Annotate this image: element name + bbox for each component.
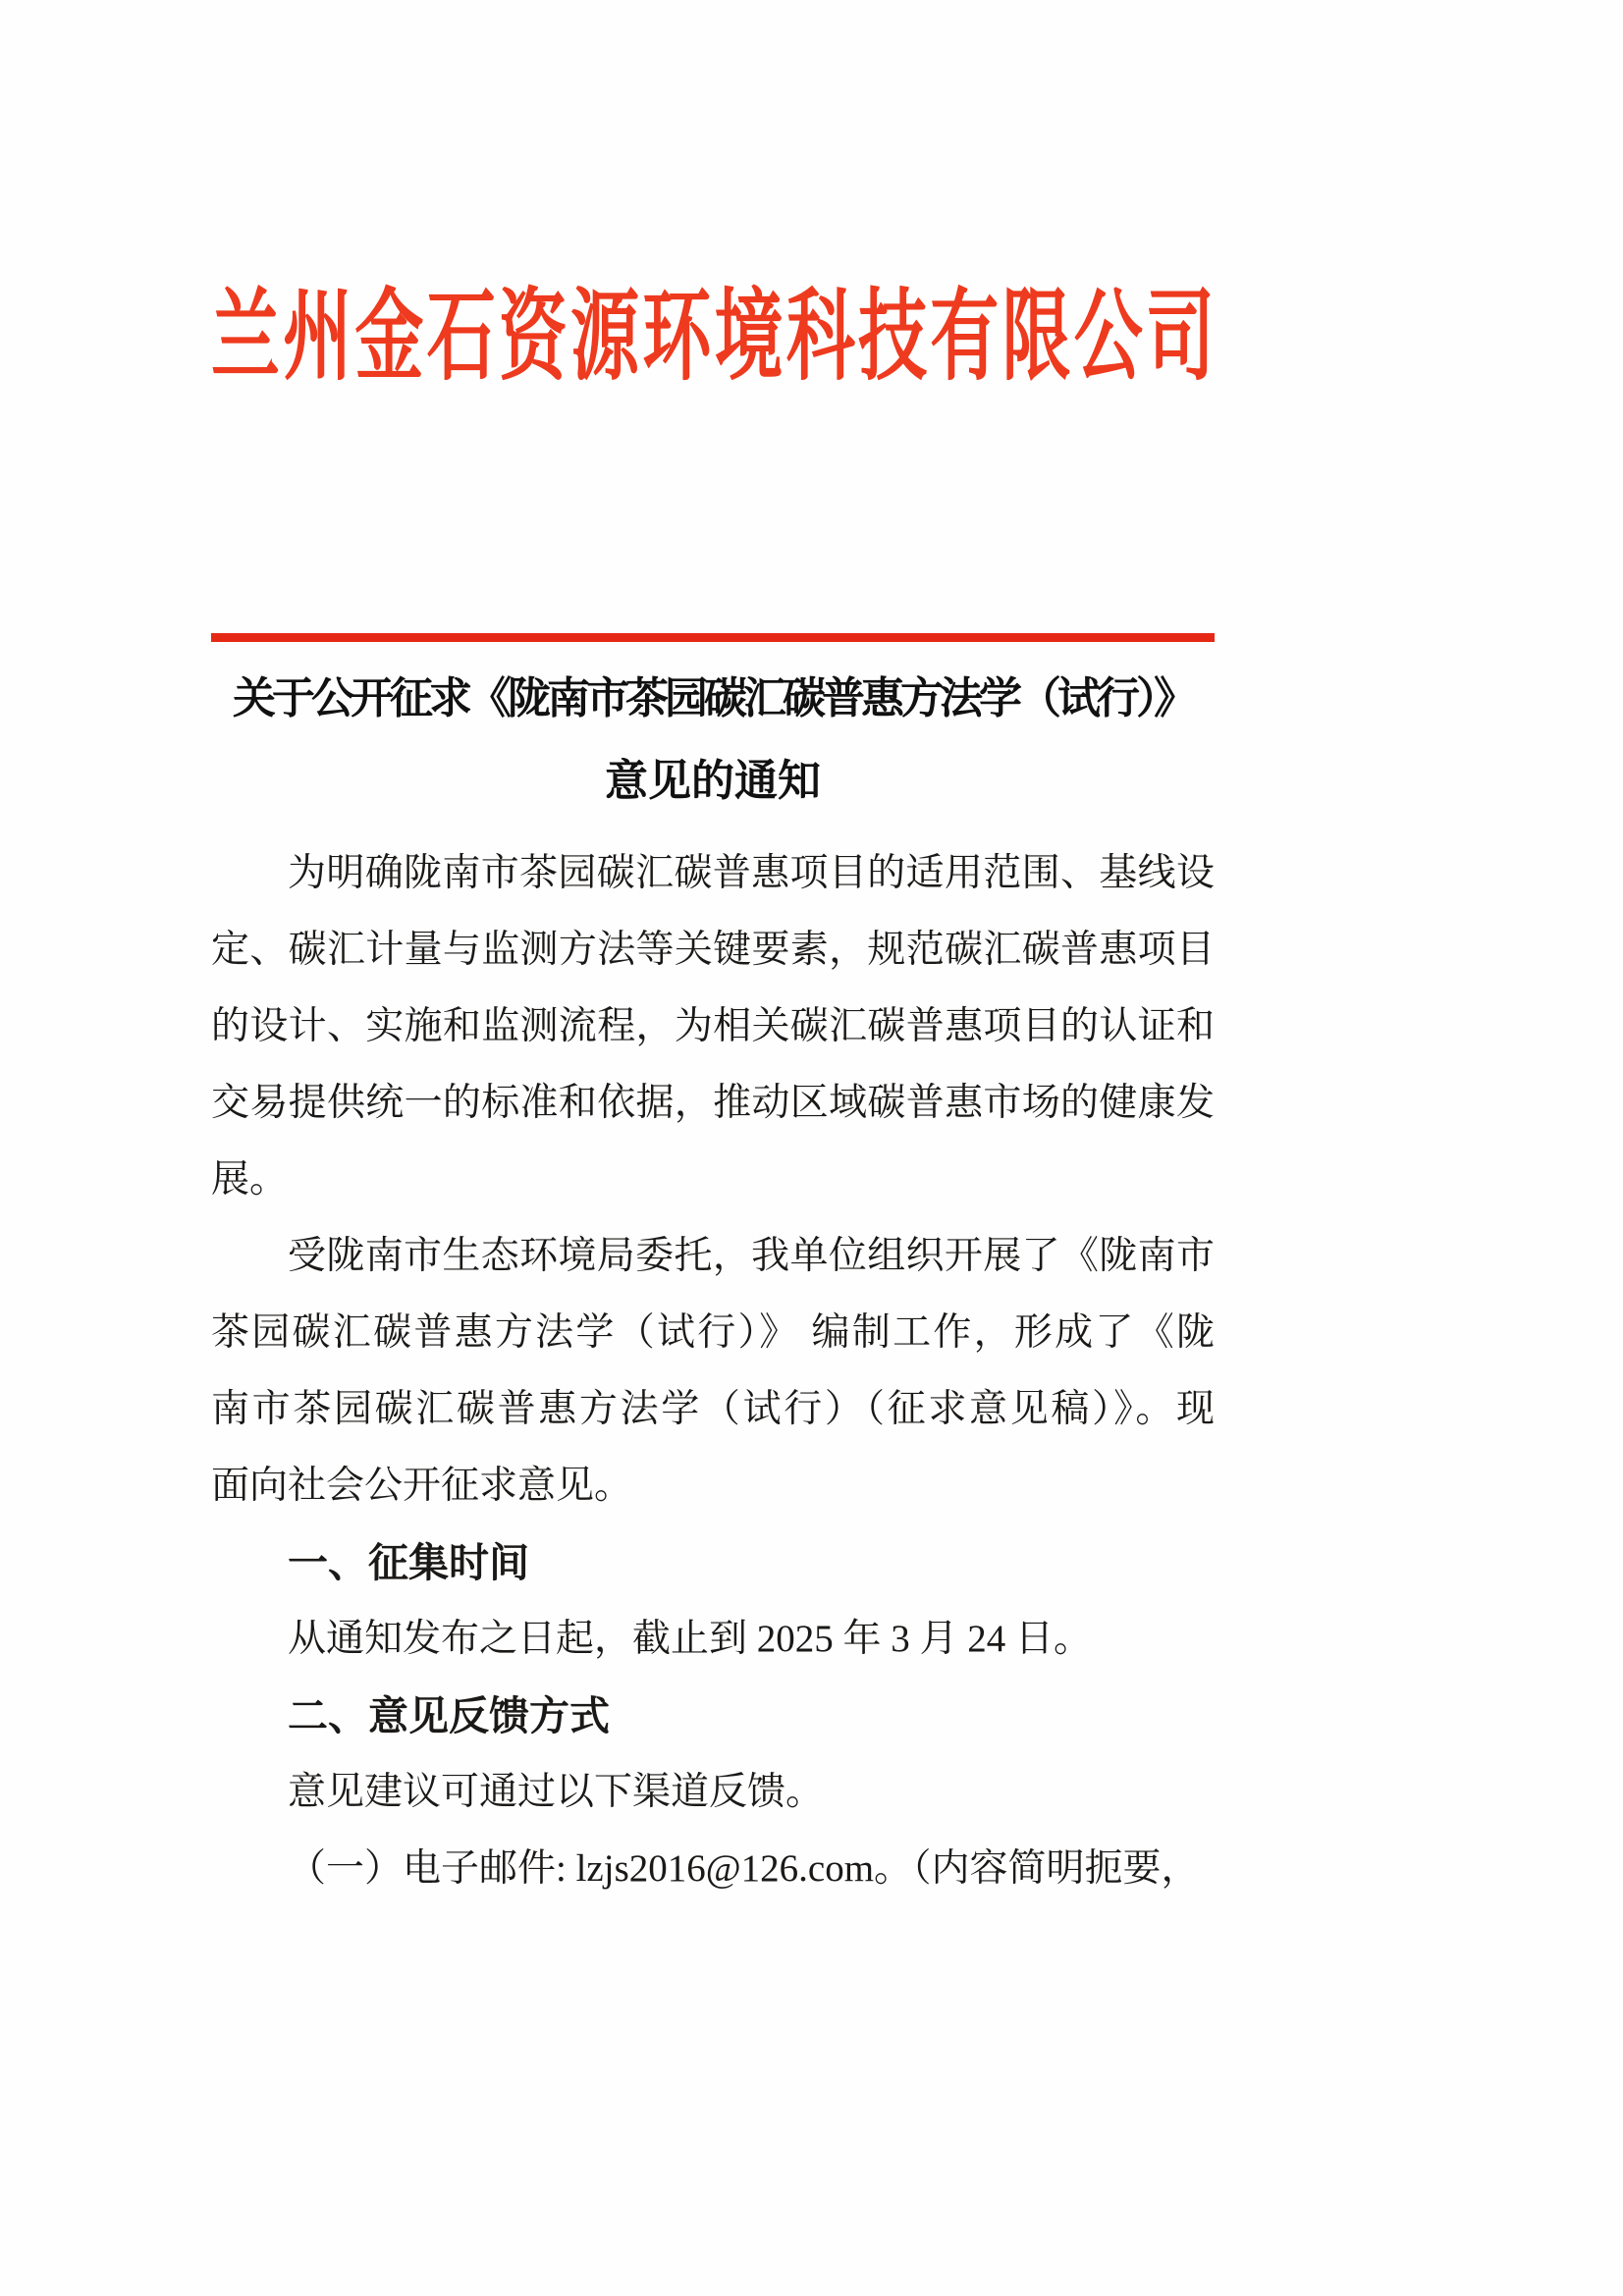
body-line: 交易提供统一的标准和依据，推动区域碳普惠市场的健康发 — [211, 1082, 1215, 1124]
body-line: 南市茶园碳汇碳普惠方法学（试行）（征求意见稿）》。现 — [211, 1388, 1215, 1430]
body-line: 茶园碳汇碳普惠方法学（试行）》 编制工作，形成了《陇 — [211, 1311, 1215, 1354]
body-line: （一）电子邮件: lzjs2016@126.com。（内容简明扼要， — [288, 1847, 1200, 1890]
section-heading-line: 二、意见反馈方式 — [288, 1693, 610, 1738]
body-line: 为明确陇南市茶园碳汇碳普惠项目的适用范围、基线设 — [288, 852, 1215, 894]
body-line: 意见建议可通过以下渠道反馈。 — [288, 1771, 825, 1813]
body-line: 展。 — [211, 1158, 289, 1201]
body-line: 的设计、实施和监测流程，为相关碳汇碳普惠项目的认证和 — [211, 1005, 1215, 1047]
body-line: 面向社会公开征求意见。 — [211, 1465, 633, 1507]
body-line: 从通知发布之日起，截止到 2025 年 3 月 24 日。 — [288, 1618, 1093, 1660]
notice-title-line2: 意见的通知 — [605, 757, 821, 805]
letterhead-company-name: 兰州金石资源环境科技有限公司 — [211, 284, 1215, 394]
body-line: 定、碳汇计量与监测方法等关键要素，规范碳汇碳普惠项目 — [211, 929, 1215, 971]
notice-title-line1: 关于公开征求《陇南市茶园碳汇碳普惠方法学（试行）》 — [233, 674, 1193, 722]
letterhead-divider-rule — [211, 633, 1215, 642]
body-line: 受陇南市生态环境局委托，我单位组织开展了《陇南市 — [288, 1235, 1215, 1277]
section-heading-line: 一、征集时间 — [288, 1540, 529, 1585]
notice-body — [211, 835, 1215, 1907]
document-content — [211, 0, 1215, 1907]
